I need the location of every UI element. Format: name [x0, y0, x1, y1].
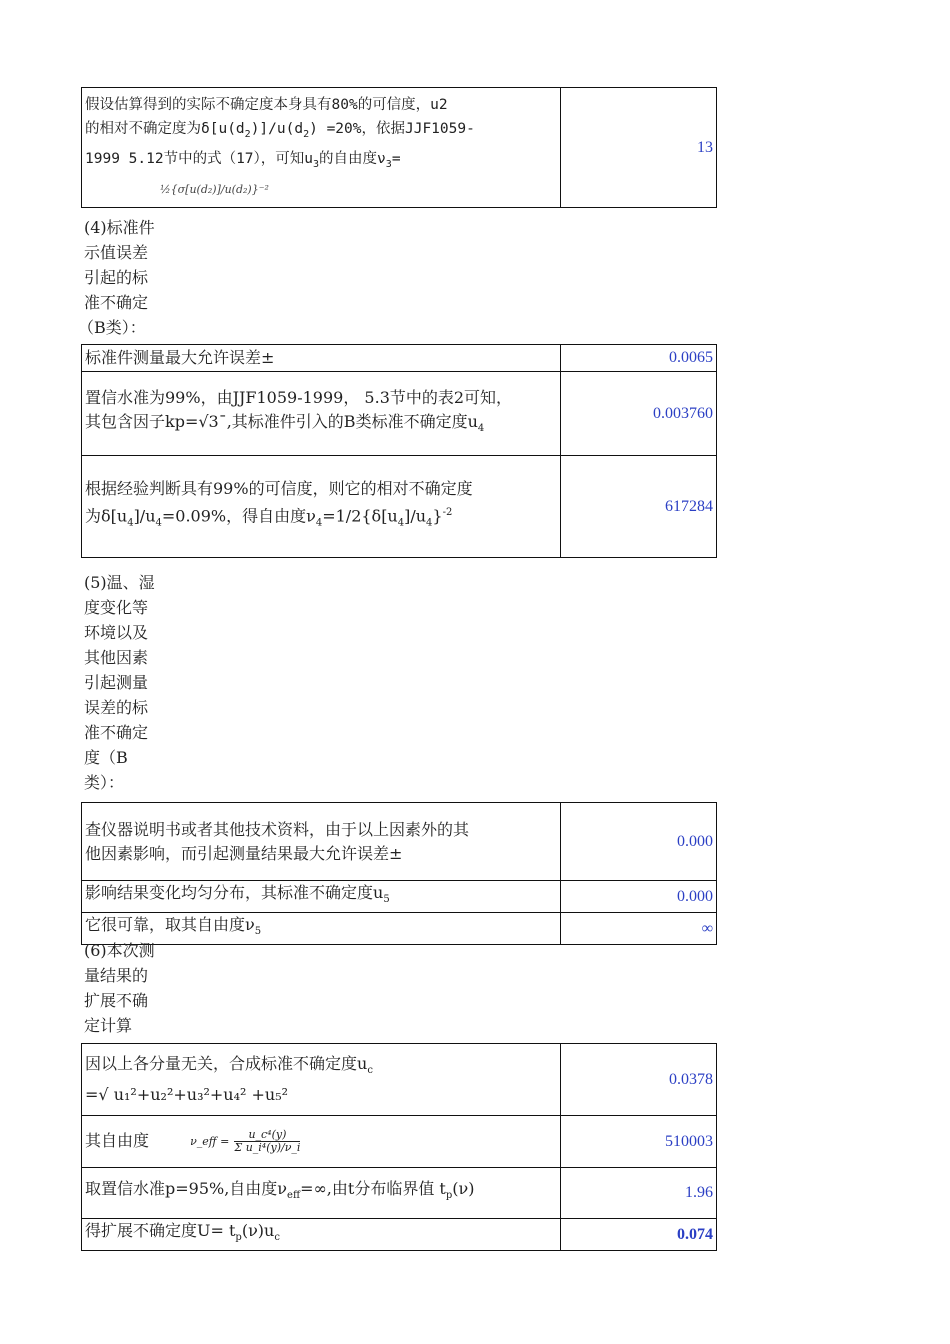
- text-line: (ν): [452, 1179, 475, 1199]
- text-line: 为δ[u: [85, 506, 128, 526]
- table-row: [82, 1168, 717, 1219]
- desc-cell: [82, 1116, 561, 1168]
- heading-line: (4)标准件: [84, 218, 155, 237]
- value-cell: 0.000: [561, 803, 717, 881]
- desc-cell: 标准件测量最大允许误差±: [82, 345, 561, 372]
- text-line: 其包含因子kp=√3¯,其标准件引入的B类标准不确定度u: [85, 411, 478, 431]
- heading-line: 定计算: [84, 1016, 133, 1035]
- text-line: ]/u: [404, 506, 427, 526]
- text-line: (ν)u: [241, 1221, 275, 1240]
- heading-line: 引起测量: [84, 673, 149, 692]
- table-row: [82, 913, 717, 945]
- heading-line: 准不确定: [84, 293, 149, 312]
- text-line: =0.09%，得自由度ν: [161, 506, 316, 526]
- heading-line: 扩展不确: [84, 991, 149, 1010]
- heading-line: (5)温、湿: [84, 573, 155, 592]
- table-row: [82, 372, 717, 456]
- desc-cell: 取置信水准p=95%,自由度$\nu_{eff}=\infty$,由t分布临界值 $t_p(\nu)$: [82, 1168, 561, 1219]
- heading-line: 度变化等: [84, 598, 149, 617]
- text-line: 假设估算得到的实际不确定度本身具有80%的可信度，u2: [85, 97, 448, 114]
- text-line: 1999 5.12节中的式（17），可知u: [85, 151, 314, 167]
- value-cell: 13: [561, 88, 717, 208]
- text-line: 置信水准为99%，由JJF1059-1999， 5.3节中的表2可知，: [85, 387, 513, 407]
- table-row: [82, 88, 717, 208]
- text-line: 取置信水准p=95%,自由度ν: [85, 1179, 288, 1199]
- formula-image: ½{σ[u(d₂)]/u(d₂)}⁻²: [160, 182, 269, 196]
- value-cell: 0.003760: [561, 372, 717, 456]
- text-line: =1/2{δ[u: [322, 506, 398, 526]
- value-cell: 0.000: [561, 881, 717, 913]
- table-environment: [81, 802, 717, 945]
- formula-numerator: u_c⁴(y): [248, 1128, 287, 1141]
- text-line: 因以上各分量无关，合成标准不确定度u: [85, 1053, 368, 1073]
- heading-line: 度（B: [84, 748, 128, 767]
- text-line: 查仪器说明书或者其他技术资料，由于以上因素外的其: [85, 819, 470, 839]
- value-cell: 617284: [561, 456, 717, 558]
- section-heading-6: [84, 938, 164, 1038]
- formula-lhs: ν_eff =: [190, 1134, 230, 1148]
- table-row: [82, 1116, 717, 1168]
- table-expanded-uncertainty: [81, 1043, 717, 1251]
- heading-line: 类）：: [84, 773, 125, 792]
- text-line: ) =20%，依据JJF1059-: [309, 121, 475, 138]
- desc-cell: 假设估算得到的实际不确定度本身具有80%的可信度，u2 的相对不确定度为$\delta[u(d_2)]/u(d_2) =20\%$，依据JJF1059- 1999 5.12节中的式（17），可知$u_3$的自由度$\nu_3=$ ½{σ[u(d₂)]/u(d₂)}⁻²: [82, 88, 561, 208]
- desc-cell: 影响结果变化均匀分布，其标准不确定度$u_5$: [82, 881, 561, 913]
- formula-denominator: Σ u_i⁴(y)/ν_i: [234, 1141, 301, 1154]
- value-cell: 1.96: [561, 1168, 717, 1219]
- desc-cell: 得扩展不确定度$U= t_p(\nu)u_c$: [82, 1219, 561, 1251]
- section-heading-4: [78, 215, 164, 340]
- table-row: [82, 803, 717, 881]
- text-line: 得扩展不确定度U= t: [85, 1221, 236, 1240]
- text-line: =√ u₁²+u₂²+u₃²+u₄² +u₅²: [85, 1085, 289, 1105]
- table-standard-part: [81, 344, 717, 558]
- table-row: [82, 881, 717, 913]
- desc-cell: [82, 803, 561, 881]
- value-cell: 0.0378: [561, 1044, 717, 1116]
- section-heading-5: [84, 570, 164, 795]
- desc-cell: 根据经验判断具有99%的可信度，则它的相对不确定度 为$\delta[u_4]/u_4=0.09\%$，得自由度$\nu_4=1/2\{\delta[u_4]/u_4\}^{-2}$: [82, 456, 561, 558]
- text-line: ]/u: [133, 506, 156, 526]
- exponent: -2: [442, 507, 453, 519]
- table-u3: [81, 87, 717, 208]
- text-line: 根据经验判断具有99%的可信度，则它的相对不确定度: [85, 479, 473, 499]
- text-line: }: [432, 506, 443, 526]
- table-row: [82, 1044, 717, 1116]
- desc-cell: 它很可靠，取其自由度$\nu_5$: [82, 913, 561, 945]
- text-line: )]/u(d: [250, 121, 304, 138]
- text-line: 影响结果变化均匀分布，其标准不确定度u: [85, 883, 384, 902]
- text-line: =∞,由t分布临界值 t: [300, 1179, 446, 1199]
- value-cell-result: 0.074: [561, 1219, 717, 1251]
- heading-line: 误差的标: [84, 698, 149, 717]
- value-cell: 0.0065: [561, 345, 717, 372]
- heading-line: （B类）：: [78, 318, 146, 337]
- desc-cell: 置信水准为99%，由JJF1059-1999， 5.3节中的表2可知， 其包含因子kp=√3¯,其标准件引入的B类标准不确定度$u_4$: [82, 372, 561, 456]
- value-cell: ∞: [561, 913, 717, 945]
- heading-line: 示值误差: [84, 243, 149, 262]
- heading-line: 其他因素: [84, 648, 149, 667]
- table-row: [82, 345, 717, 372]
- heading-line: 准不确定: [84, 723, 149, 742]
- heading-line: (6)本次测: [84, 941, 155, 960]
- text-line: 的自由度ν: [319, 151, 386, 167]
- text-line: 其自由度: [85, 1131, 150, 1150]
- heading-line: 环境以及: [84, 623, 149, 642]
- text-line: 的相对不确定度为δ[u(d: [85, 121, 245, 138]
- formula-fraction: [234, 1129, 300, 1154]
- table-row: [82, 1219, 717, 1251]
- text-line: 他因素影响，而引起测量结果最大允许误差±: [85, 843, 403, 863]
- desc-cell: 因以上各分量无关，合成标准不确定度$u_c$ =√ u₁²+u₂²+u₃²+u₄² +u₅²: [82, 1044, 561, 1116]
- heading-line: 引起的标: [84, 268, 149, 287]
- text-line: 它很可靠，取其自由度ν: [85, 915, 255, 935]
- text-line: =: [391, 151, 401, 167]
- heading-line: 量结果的: [84, 966, 149, 985]
- table-row: [82, 456, 717, 558]
- value-cell: 510003: [561, 1116, 717, 1168]
